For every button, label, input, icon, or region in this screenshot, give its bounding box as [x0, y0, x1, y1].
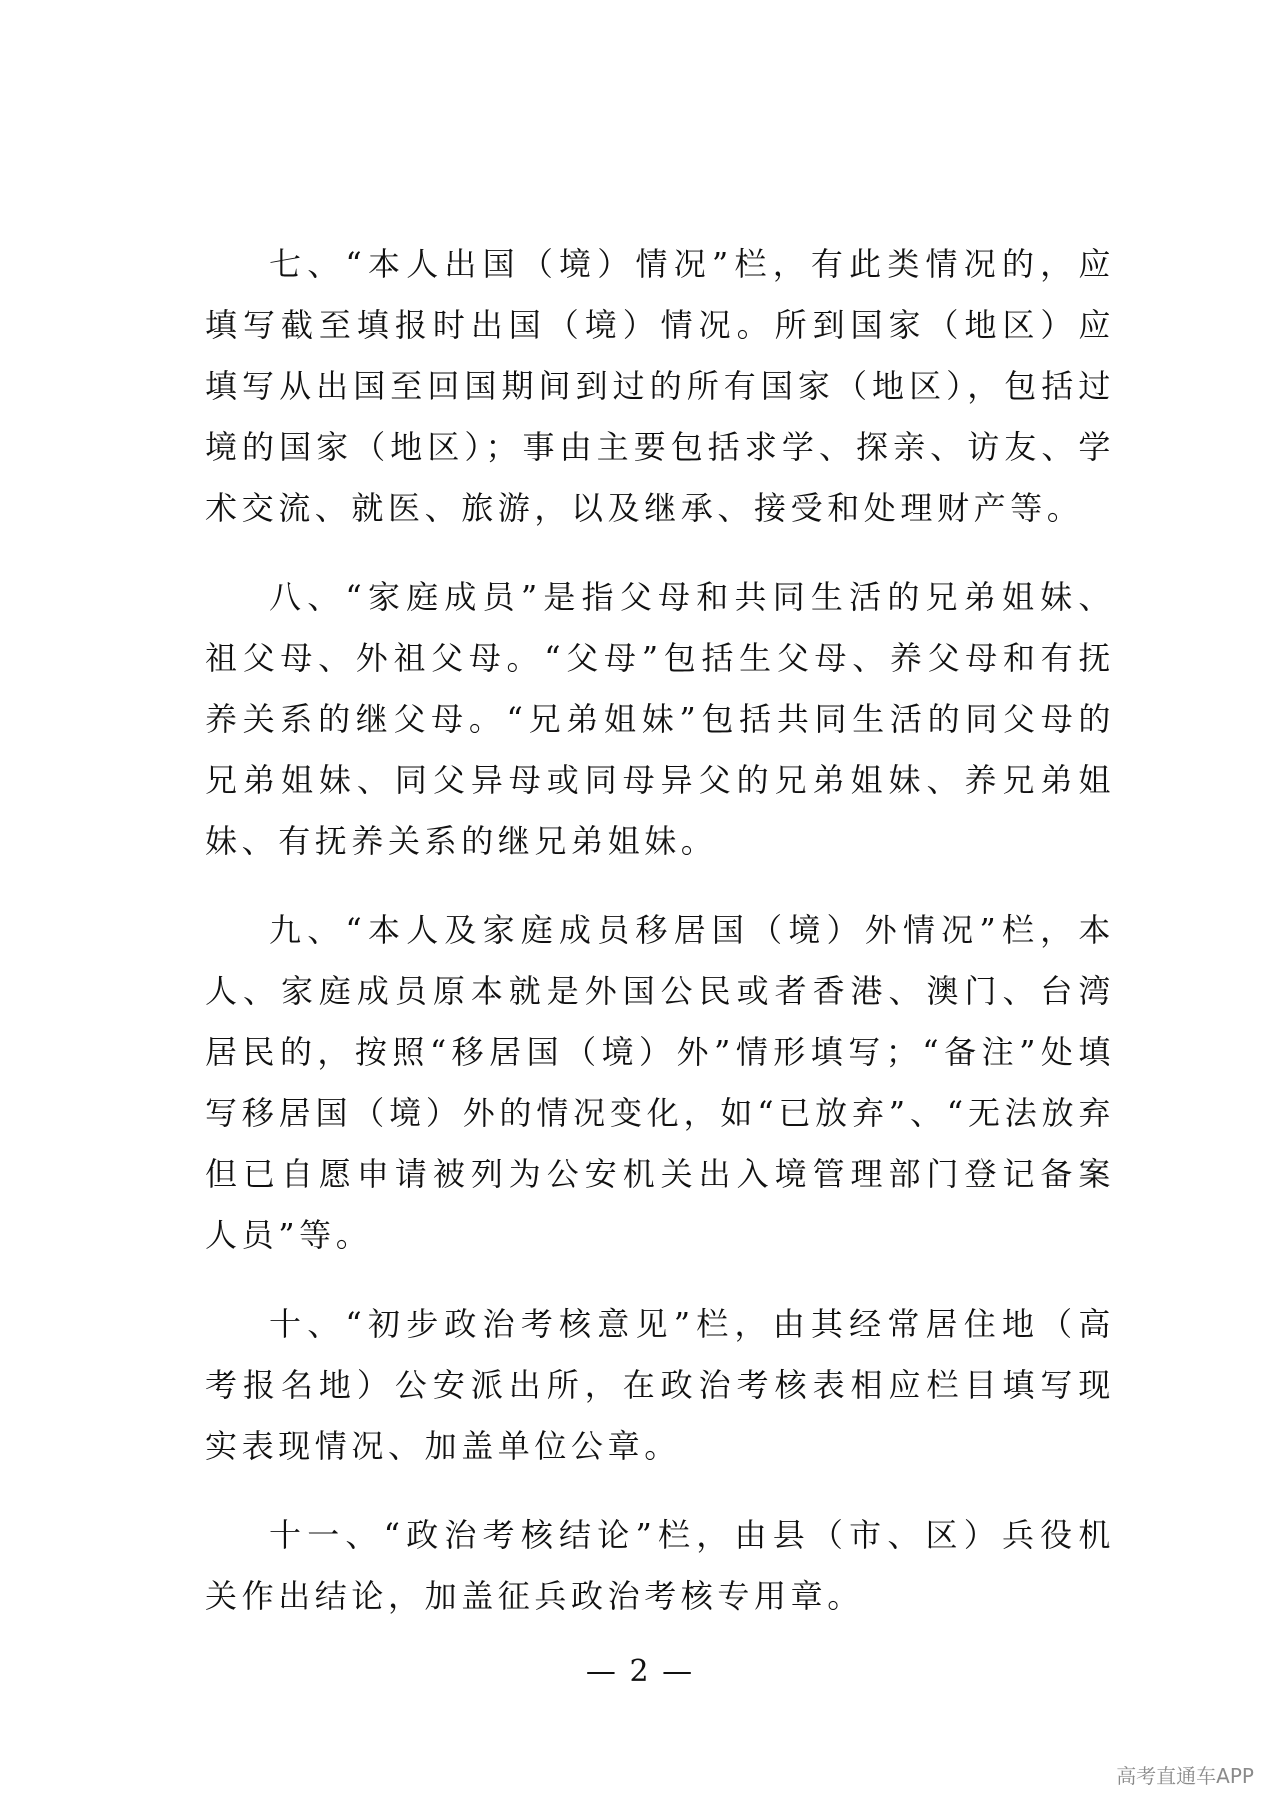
paragraph-10: 十、“初步政治考核意见”栏，由其经常居住地（高考报名地）公安派出所，在政治考核表相应栏目填写现实表现情况、加盖单位公章。 [205, 1305, 1115, 1465]
paragraph-8: 八、“家庭成员”是指父母和共同生活的兄弟姐妹、祖父母、外祖父母。“父母”包括生父母、养父母和有抚养关系的继父母。“兄弟姐妹”包括共同生活的同父母的兄弟姐妹、同父异母或同母异父的兄弟姐妹、养兄弟姐妹、有抚养关系的继兄弟姐妹。 [205, 578, 1115, 860]
document-body [205, 234, 1115, 1655]
paragraph-7: 七、“本人出国（境）情况”栏，有此类情况的，应填写截至填报时出国（境）情况。所到国家（地区）应填写从出国至回国期间到过的所有国家（地区），包括过境的国家（地区）；事由主要包括求学、探亲、访友、学术交流、就医、旅游，以及继承、接受和处理财产等。 [205, 245, 1115, 527]
paragraph-9: 九、“本人及家庭成员移居国（境）外情况”栏，本人、家庭成员原本就是外国公民或者香港、澳门、台湾居民的，按照“移居国（境）外”情形填写；“备注”处填写移居国（境）外的情况变化，如“已放弃”、“无法放弃但已自愿申请被列为公安机关出入境管理部门登记备案人员”等。 [205, 911, 1115, 1254]
page-number: — 2 — [585, 1654, 695, 1689]
paragraph-11: 十一、“政治考核结论”栏，由县（市、区）兵役机关作出结论，加盖征兵政治考核专用章。 [205, 1516, 1115, 1615]
watermark: 高考直通车APP [1116, 1764, 1254, 1788]
